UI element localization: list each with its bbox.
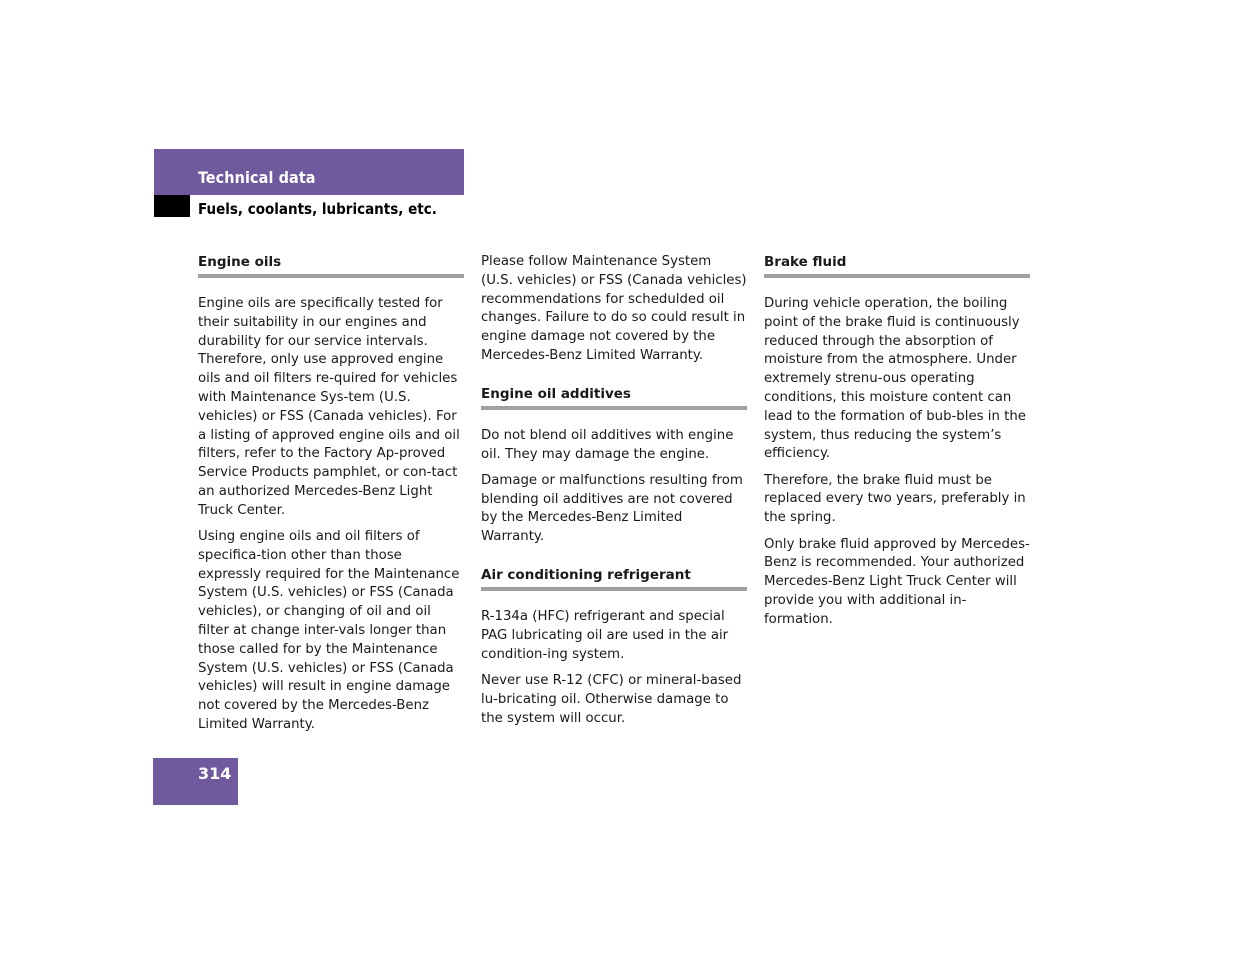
subsection-title: Fuels, coolants, lubricants, etc. bbox=[198, 200, 437, 218]
paragraph: Only brake fluid approved by Mercedes-Benz is recommended. Your authorized Mercedes-Benz Light Truck Center will provide you with additional in-formation. bbox=[764, 536, 1030, 627]
heading-brake-fluid: Brake fluid bbox=[764, 253, 1030, 278]
heading-engine-oil-additives: Engine oil additives bbox=[481, 385, 747, 410]
paragraph: Damage or malfunctions resulting from blending oil additives are not covered by the Mercedes-Benz Limited Warranty. bbox=[481, 472, 743, 545]
heading-engine-oils: Engine oils bbox=[198, 253, 464, 278]
paragraph: Using engine oils and oil filters of specifica-tion other than those expressly required for the Maintenance System (U.S. vehicles) or FSS (Canada vehicles), or changing of oil and oil filter at change inter-vals longer than those called for by the Maintenance System (U.S. vehicles) or FSS (Canada vehicles) will result in engine damage not covered by the Mercedes-Benz Limited Warranty. bbox=[198, 529, 460, 733]
section-title: Technical data bbox=[198, 168, 316, 187]
column-engine-oils bbox=[198, 253, 464, 742]
paragraph: Therefore, the brake fluid must be replaced every two years, preferably in the spring. bbox=[764, 472, 1026, 526]
paragraph: R-134a (HFC) refrigerant and special PAG lubricating oil are used in the air condition-ing system. bbox=[481, 609, 729, 662]
paragraph: During vehicle operation, the boiling point of the brake fluid is continuously reduced through the absorption of moisture from the atmosphere. Under extremely strenu-ous operating conditions, this moisture content can lead to the formation of bub-bles in the system, thus reducing the system’s efficiency. bbox=[764, 296, 1026, 462]
heading-air-conditioning-refrigerant: Air conditioning refrigerant bbox=[481, 566, 747, 591]
page-number: 314 bbox=[198, 764, 232, 783]
subsection-marker bbox=[154, 195, 190, 217]
paragraph: Please follow Maintenance System (U.S. vehicles) or FSS (Canada vehicles) recommendations for schedulded oil changes. Failure to do so could result in engine damage not covered by the Mercedes-Benz Limited Warranty. bbox=[481, 254, 747, 363]
paragraph: Never use R-12 (CFC) or mineral-based lu-bricating oil. Otherwise damage to the system will occur. bbox=[481, 672, 742, 726]
column-oil-additives-refrigerant bbox=[481, 253, 747, 736]
paragraph: Do not blend oil additives with engine oil. They may damage the engine. bbox=[481, 427, 734, 462]
paragraph: Engine oils are specifically tested for their suitability in our engines and durability for our service intervals. Therefore, only use approved engine oils and oil filters re-quired for vehicles with Maintenance Sys-tem (U.S. vehicles) or FSS (Canada vehicles). For a listing of approved engine oils and oil filters, refer to the Factory Ap-proved Service Products pamphlet, or con-tact an authorized Mercedes-Benz Light Truck Center. bbox=[198, 296, 460, 518]
column-brake-fluid bbox=[764, 253, 1030, 637]
